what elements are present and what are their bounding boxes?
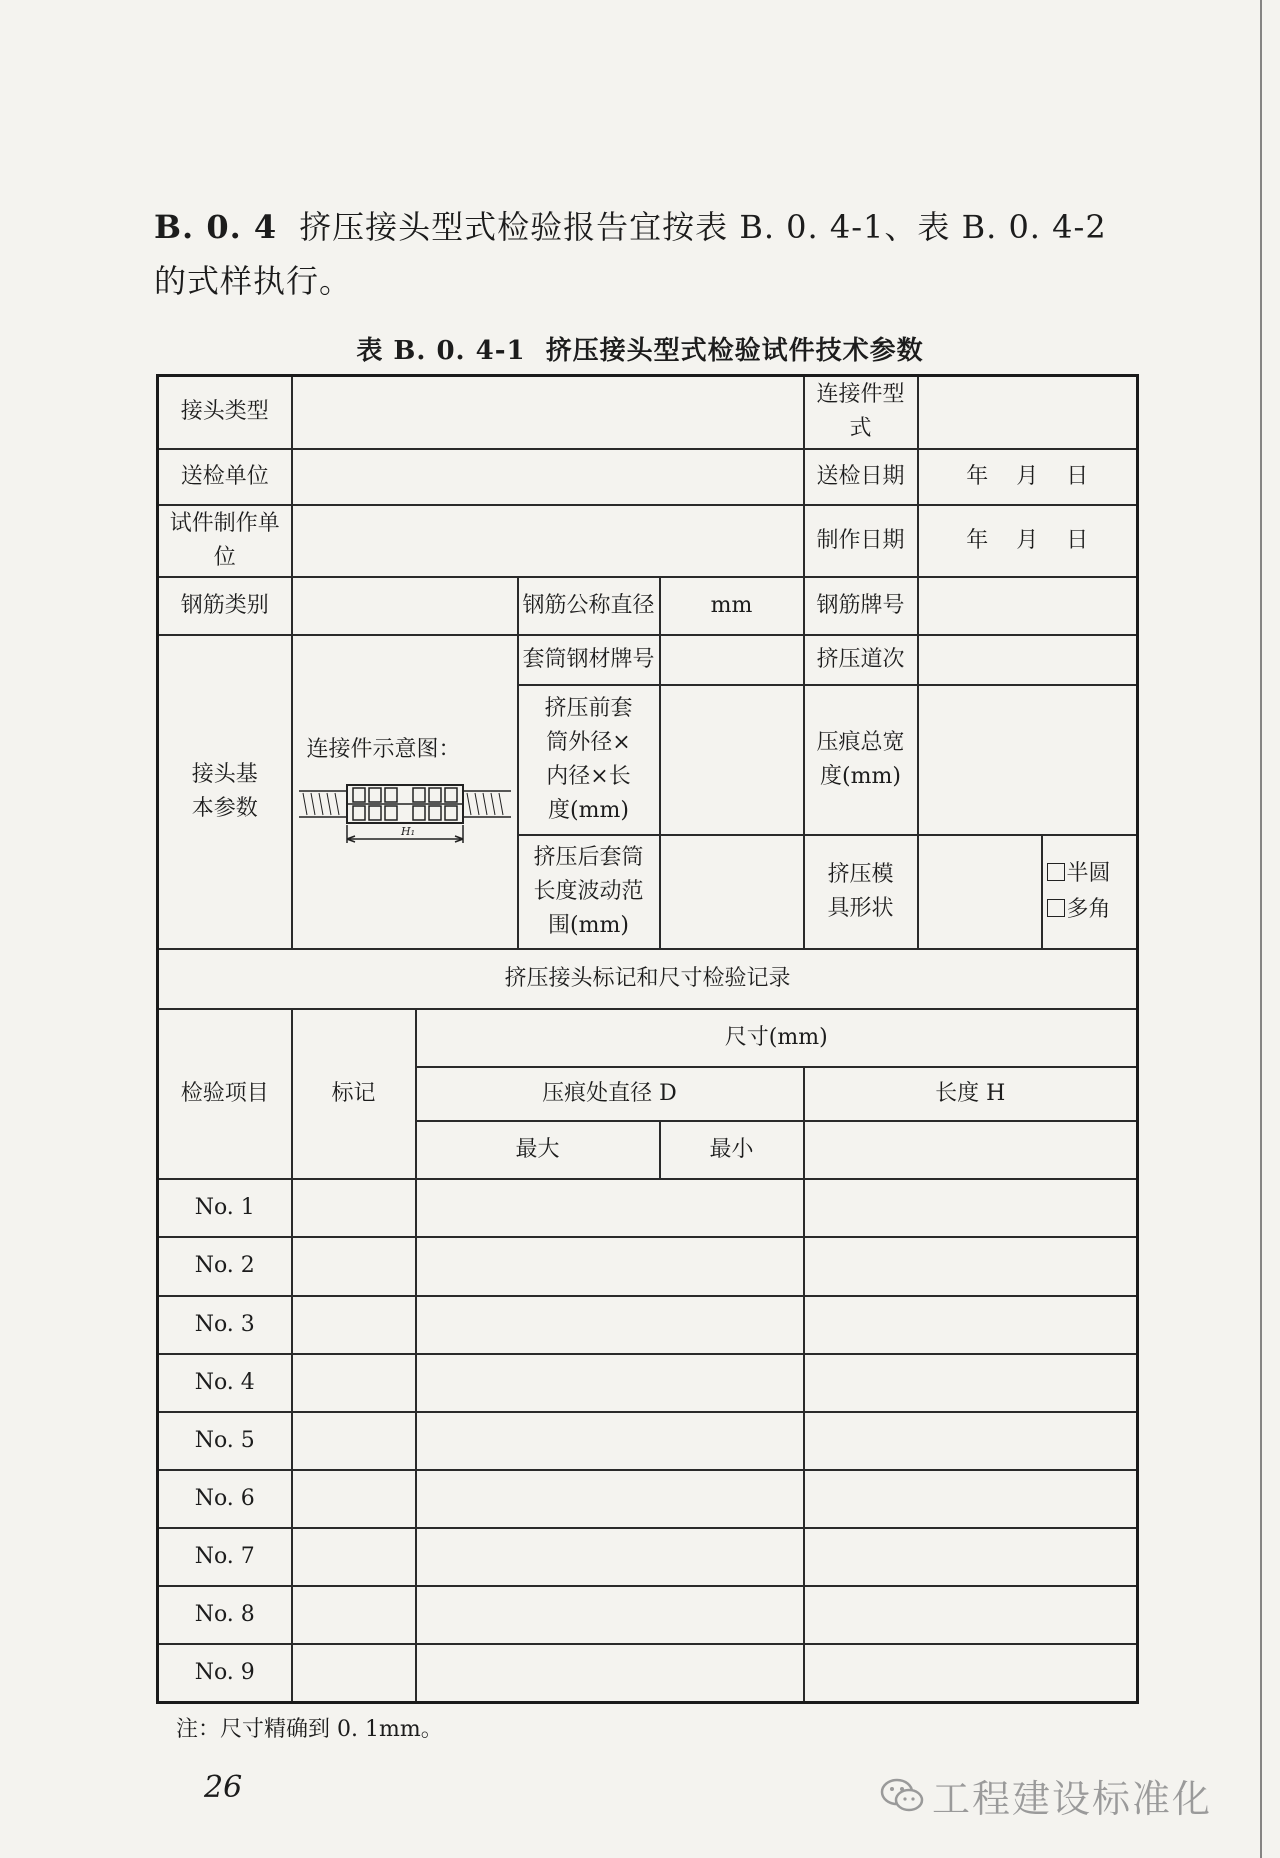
- label-sleeve-after: 挤压后套筒长度波动范围(mm): [518, 835, 660, 949]
- cell-length[interactable]: [804, 1354, 1138, 1412]
- header-min: 最小: [660, 1121, 804, 1179]
- row-size-header: [158, 1009, 1138, 1067]
- header-max: 最大: [416, 1121, 660, 1179]
- cell-length[interactable]: [804, 1470, 1138, 1528]
- cell-dent-diameter[interactable]: [416, 1354, 804, 1412]
- table-row: [158, 1528, 1138, 1586]
- label-submit-unit: 送检单位: [158, 449, 292, 505]
- label-steel-category: 钢筋类别: [158, 577, 292, 635]
- page-number: 26: [204, 1770, 243, 1805]
- cell-dent-diameter[interactable]: [416, 1296, 804, 1354]
- value-nominal-diameter-unit: mm: [660, 577, 804, 635]
- cell-mark[interactable]: [292, 1237, 416, 1295]
- value-sleeve-before[interactable]: [660, 685, 804, 834]
- value-steel-grade[interactable]: [918, 577, 1138, 635]
- table-title-text: 挤压接头型式检验试件技术参数: [545, 336, 924, 366]
- cell-length[interactable]: [804, 1412, 1138, 1470]
- connector-diagram-icon: [297, 781, 513, 851]
- cell-mark[interactable]: [292, 1528, 416, 1586]
- row-steel: [158, 577, 1138, 635]
- label-submit-date: 送检日期: [804, 449, 918, 505]
- label-basic-params: 接头基本参数: [158, 635, 292, 948]
- label-nominal-diameter: 钢筋公称直径: [518, 577, 660, 635]
- cell-dent-diameter[interactable]: [416, 1412, 804, 1470]
- cell-mark[interactable]: [292, 1179, 416, 1237]
- row-sleeve-grade: [158, 635, 1138, 685]
- value-make-date[interactable]: 年 月 日: [918, 505, 1138, 578]
- value-submit-unit[interactable]: [292, 449, 804, 505]
- svg-text:H₁: H₁: [400, 825, 415, 839]
- page-edge: [1260, 0, 1262, 1858]
- row-label: No. 3: [158, 1296, 292, 1354]
- inspection-form: [156, 374, 1139, 1704]
- table-row: [158, 1296, 1138, 1354]
- cell-length[interactable]: [804, 1644, 1138, 1702]
- value-joint-type[interactable]: [292, 376, 804, 449]
- cell-dent-diameter[interactable]: [416, 1179, 804, 1237]
- header-size: 尺寸(mm): [416, 1009, 1138, 1067]
- cell-mark[interactable]: [292, 1470, 416, 1528]
- watermark-text: 工程建设标准化: [932, 1777, 1213, 1821]
- cell-mark[interactable]: [292, 1412, 416, 1470]
- cell-dent-diameter[interactable]: [416, 1586, 804, 1644]
- header-mark: 标记: [292, 1009, 416, 1179]
- cell-dent-diameter[interactable]: [416, 1237, 804, 1295]
- cell-mark[interactable]: [292, 1644, 416, 1702]
- checkbox-polygon-icon[interactable]: [1047, 899, 1065, 917]
- row-label: No. 9: [158, 1644, 292, 1702]
- cell-dent-diameter[interactable]: [416, 1470, 804, 1528]
- value-total-width[interactable]: [918, 685, 1138, 834]
- label-press-passes: 挤压道次: [804, 635, 918, 685]
- cell-length[interactable]: [804, 1528, 1138, 1586]
- header-item: 检验项目: [158, 1009, 292, 1179]
- table-row: [158, 1412, 1138, 1470]
- option-half-round[interactable]: 半圆: [1047, 856, 1133, 892]
- row-label: No. 5: [158, 1412, 292, 1470]
- label-total-width: 压痕总宽度(mm): [804, 685, 918, 834]
- cell-length[interactable]: [804, 1586, 1138, 1644]
- label-connector-type: 连接件型式: [804, 376, 918, 449]
- row-label: No. 8: [158, 1586, 292, 1644]
- cell-length[interactable]: [804, 1237, 1138, 1295]
- die-shape-options: [1042, 835, 1138, 949]
- row-joint-type: [158, 376, 1138, 449]
- table-row: [158, 1237, 1138, 1295]
- row-submit-unit: [158, 449, 1138, 505]
- header-length: 长度 H: [804, 1067, 1138, 1121]
- cell-length[interactable]: [804, 1179, 1138, 1237]
- value-specimen-unit[interactable]: [292, 505, 804, 578]
- header-dent-diameter: 压痕处直径 D: [416, 1067, 804, 1121]
- option-polygon[interactable]: 多角: [1047, 892, 1133, 928]
- value-steel-category[interactable]: [292, 577, 518, 635]
- value-die-shape[interactable]: [918, 835, 1042, 949]
- cell-mark[interactable]: [292, 1586, 416, 1644]
- label-steel-grade: 钢筋牌号: [804, 577, 918, 635]
- row-label: No. 6: [158, 1470, 292, 1528]
- header-length-empty: [804, 1121, 1138, 1179]
- record-header: 挤压接头标记和尺寸检验记录: [158, 949, 1138, 1009]
- row-label: No. 2: [158, 1237, 292, 1295]
- table-row: [158, 1586, 1138, 1644]
- label-specimen-unit: 试件制作单位: [158, 505, 292, 578]
- label-make-date: 制作日期: [804, 505, 918, 578]
- checkbox-half-round-icon[interactable]: [1047, 863, 1065, 881]
- table-note: 注：尺寸精确到 0. 1mm。: [176, 1717, 443, 1742]
- value-press-passes[interactable]: [918, 635, 1138, 685]
- row-specimen-unit: [158, 505, 1138, 578]
- row-label: No. 4: [158, 1354, 292, 1412]
- cell-length[interactable]: [804, 1296, 1138, 1354]
- connector-diagram: [292, 635, 518, 948]
- intro-text: 挤压接头型式检验报告宜按表 B. 0. 4-1、表 B. 0. 4-2 的式样执行。: [154, 208, 1107, 300]
- wechat-icon: [880, 1778, 924, 1814]
- label-sleeve-grade: 套筒钢材牌号: [518, 635, 660, 685]
- row-record-header: [158, 949, 1138, 1009]
- table-row: [158, 1354, 1138, 1412]
- watermark: [880, 1768, 1212, 1823]
- table-code: 表 B. 0. 4-1: [356, 336, 526, 366]
- cell-dent-diameter[interactable]: [416, 1644, 804, 1702]
- table-row: [158, 1179, 1138, 1237]
- label-joint-type: 接头类型: [158, 376, 292, 449]
- row-label: No. 7: [158, 1528, 292, 1586]
- diagram-label: 连接件示意图：: [306, 737, 461, 763]
- row-label: No. 1: [158, 1179, 292, 1237]
- cell-dent-diameter[interactable]: [416, 1528, 804, 1586]
- value-sleeve-grade[interactable]: [660, 635, 804, 685]
- value-submit-date[interactable]: 年 月 日: [918, 449, 1138, 505]
- label-die-shape: 挤压模具形状: [804, 835, 918, 949]
- table-row: [158, 1644, 1138, 1702]
- table-title: [0, 330, 1280, 367]
- value-connector-type[interactable]: [918, 376, 1138, 449]
- intro-paragraph: [154, 200, 1134, 308]
- cell-mark[interactable]: [292, 1354, 416, 1412]
- label-sleeve-before: 挤压前套筒外径×内径×长度(mm): [518, 685, 660, 834]
- section-code: B. 0. 4: [154, 208, 278, 246]
- value-sleeve-after[interactable]: [660, 835, 804, 949]
- table-row: [158, 1470, 1138, 1528]
- cell-mark[interactable]: [292, 1296, 416, 1354]
